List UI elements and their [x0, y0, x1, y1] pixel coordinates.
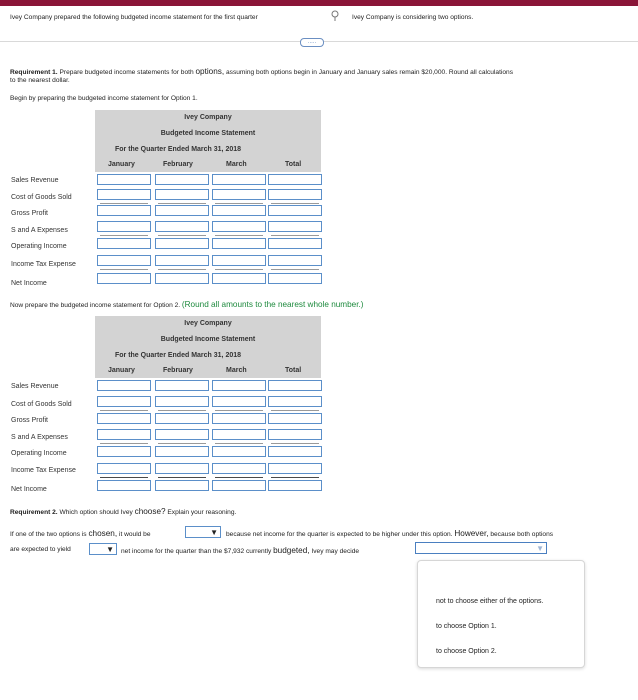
option2-cell-r5-january[interactable] — [97, 446, 151, 457]
option2-cell-r6-february[interactable] — [155, 463, 209, 474]
option1-col-march: March — [226, 161, 247, 168]
option2-underline — [158, 410, 206, 411]
option2-cell-r5-march[interactable] — [212, 446, 266, 457]
answer-however-word: However, — [454, 529, 489, 538]
option2-underline — [271, 477, 319, 478]
answer-line2-rest — [121, 546, 359, 555]
option1-cell-r2-total[interactable] — [268, 189, 322, 200]
option1-underline — [158, 203, 206, 204]
option2-cell-r6-total[interactable] — [268, 463, 322, 474]
option2-cell-r3-january[interactable] — [97, 413, 151, 424]
option2-cell-r6-january[interactable] — [97, 463, 151, 474]
option2-prompt-line — [10, 300, 364, 309]
begin-text: Begin by preparing the budgeted income statement for Option 1. — [10, 95, 198, 102]
option2-cell-r4-march[interactable] — [212, 429, 266, 440]
option1-cell-r6-total[interactable] — [268, 255, 322, 266]
option1-underline — [158, 269, 206, 270]
option1-row-cogs: Cost of Goods Sold — [11, 194, 72, 201]
option1-underline — [158, 235, 206, 236]
req2-line — [10, 507, 236, 516]
answer-line1-c: because net income for the quarter is expected to be higher under this option. — [226, 531, 453, 538]
option1-cell-r4-february[interactable] — [155, 221, 209, 232]
option2-cell-r7-total[interactable] — [268, 480, 322, 491]
option1-underline — [271, 269, 319, 270]
option1-cell-r7-march[interactable] — [212, 273, 266, 284]
option1-underline — [100, 203, 148, 204]
answer-line1-d: because both options — [488, 531, 554, 538]
option2-underline — [100, 410, 148, 411]
option2-statement-header — [95, 316, 321, 378]
option2-cell-r7-february[interactable] — [155, 480, 209, 491]
answer-line1-b: it would be — [117, 531, 151, 538]
option1-row-net-income: Net Income — [11, 280, 47, 287]
option1-cell-r1-january[interactable] — [97, 174, 151, 185]
option1-cell-r2-march[interactable] — [212, 189, 266, 200]
option2-col-january: January — [108, 367, 135, 374]
option1-underline — [215, 235, 263, 236]
req2-text-b: Explain your reasoning. — [165, 509, 237, 516]
option2-row-operating-income: Operating Income — [11, 450, 67, 457]
option2-underline — [215, 477, 263, 478]
option2-underline — [100, 477, 148, 478]
option1-row-gross-profit: Gross Profit — [11, 210, 48, 217]
option2-underline — [215, 443, 263, 444]
option1-cell-r7-february[interactable] — [155, 273, 209, 284]
option1-cell-r7-january[interactable] — [97, 273, 151, 284]
option2-cell-r2-january[interactable] — [97, 396, 151, 407]
option1-row-operating-income: Operating Income — [11, 243, 67, 250]
header-right-text: Ivey Company is considering two options. — [352, 14, 474, 21]
option1-company: Ivey Company — [184, 114, 232, 121]
option1-underline — [100, 269, 148, 270]
option2-cell-r4-january[interactable] — [97, 429, 151, 440]
option2-cell-r1-march[interactable] — [212, 380, 266, 391]
option1-cell-r3-february[interactable] — [155, 205, 209, 216]
req1-options-word: options, — [195, 67, 225, 76]
option1-row-s-and-a: S and A Expenses — [11, 227, 68, 234]
answer-chosen-word: chosen, — [88, 529, 118, 538]
option1-cell-r2-january[interactable] — [97, 189, 151, 200]
option1-row-income-tax: Income Tax Expense — [11, 261, 76, 268]
chevron-down-icon: ▼ — [210, 528, 218, 537]
pin-icon[interactable] — [331, 10, 339, 22]
option2-row-income-tax: Income Tax Expense — [11, 467, 76, 474]
option2-cell-r6-march[interactable] — [212, 463, 266, 474]
req1-text-b: assuming both options begin in January and January sales remain $20,000. Round all calculations — [224, 69, 513, 76]
dropdown-option-2[interactable]: to choose Option 2. — [436, 648, 497, 655]
option2-cell-r2-february[interactable] — [155, 396, 209, 407]
decision-dropdown-menu — [417, 560, 585, 668]
option1-col-total: Total — [285, 161, 302, 168]
option1-cell-r6-january[interactable] — [97, 255, 151, 266]
option2-row-net-income: Net Income — [11, 486, 47, 493]
option1-underline — [271, 203, 319, 204]
option2-underline — [271, 410, 319, 411]
chevron-down-icon: ▼ — [536, 544, 544, 553]
option2-cell-r2-march[interactable] — [212, 396, 266, 407]
option1-cell-r6-march[interactable] — [212, 255, 266, 266]
option2-underline — [100, 443, 148, 444]
option2-cell-r3-february[interactable] — [155, 413, 209, 424]
option1-cell-r4-january[interactable] — [97, 221, 151, 232]
chevron-down-icon: ▼ — [106, 545, 114, 554]
req2-label: Requirement 2. — [10, 509, 58, 516]
option1-cell-r5-march[interactable] — [212, 238, 266, 249]
option1-underline — [271, 235, 319, 236]
option2-cell-r5-february[interactable] — [155, 446, 209, 457]
option1-cell-r3-total[interactable] — [268, 205, 322, 216]
answer-line2-b: net income for the quarter than the $7,932 currently — [121, 548, 274, 555]
option2-cell-r7-january[interactable] — [97, 480, 151, 491]
option2-row-s-and-a: S and A Expenses — [11, 434, 68, 441]
answer-line1-end — [226, 529, 553, 538]
option2-cell-r2-total[interactable] — [268, 396, 322, 407]
option1-period: For the Quarter Ended March 31, 2018 — [114, 146, 242, 153]
option2-cell-r1-february[interactable] — [155, 380, 209, 391]
answer-budgeted-word: budgeted, — [273, 546, 310, 555]
option1-underline — [215, 203, 263, 204]
option1-cell-r4-march[interactable] — [212, 221, 266, 232]
top-accent-bar — [0, 0, 638, 6]
option1-col-january: January — [108, 161, 135, 168]
option2-period: For the Quarter Ended March 31, 2018 — [114, 352, 242, 359]
answer-line1-a: If one of the two options is — [10, 531, 89, 538]
option1-cell-r5-january[interactable] — [97, 238, 151, 249]
option2-note: (Round all amounts to the nearest whole number.) — [181, 300, 364, 309]
option1-cell-r1-march[interactable] — [212, 174, 266, 185]
option2-cell-r7-march[interactable] — [212, 480, 266, 491]
option1-statement-header — [95, 110, 321, 172]
option1-row-sales-revenue: Sales Revenue — [11, 177, 59, 184]
option2-underline — [215, 410, 263, 411]
option1-cell-r6-february[interactable] — [155, 255, 209, 266]
option1-cell-r1-february[interactable] — [155, 174, 209, 185]
req2-choose-word: choose? — [134, 507, 166, 516]
option2-cell-r4-total[interactable] — [268, 429, 322, 440]
option2-cell-r4-february[interactable] — [155, 429, 209, 440]
option1-cell-r5-february[interactable] — [155, 238, 209, 249]
decision-dropdown[interactable] — [415, 542, 547, 554]
option2-prompt: Now prepare the budgeted income statement for Option 2. — [10, 302, 181, 309]
req1-line1 — [10, 67, 513, 76]
option2-title: Budgeted Income Statement — [160, 336, 256, 343]
option2-cell-r1-total[interactable] — [268, 380, 322, 391]
option1-cell-r2-february[interactable] — [155, 189, 209, 200]
option2-row-sales-revenue: Sales Revenue — [11, 383, 59, 390]
yield-comparison-dropdown[interactable] — [89, 543, 117, 555]
expand-button[interactable]: ..... — [300, 38, 324, 47]
dropdown-option-neither[interactable]: not to choose either of the options. — [436, 598, 544, 605]
option2-company: Ivey Company — [184, 320, 232, 327]
option1-cell-r7-total[interactable] — [268, 273, 322, 284]
option-choice-dropdown[interactable] — [185, 526, 221, 538]
header-left-text: Ivey Company prepared the following budgeted income statement for the first quarter — [10, 14, 258, 21]
option2-underline — [158, 477, 206, 478]
req1-line2: to the nearest dollar. — [10, 77, 70, 84]
option2-cell-r3-total[interactable] — [268, 413, 322, 424]
option1-cell-r3-march[interactable] — [212, 205, 266, 216]
option2-col-february: February — [163, 367, 193, 374]
option1-cell-r5-total[interactable] — [268, 238, 322, 249]
option1-title: Budgeted Income Statement — [160, 130, 256, 137]
option2-row-gross-profit: Gross Profit — [11, 417, 48, 424]
option1-cell-r3-january[interactable] — [97, 205, 151, 216]
option2-underline — [271, 443, 319, 444]
option1-underline — [100, 235, 148, 236]
option2-underline — [158, 443, 206, 444]
option1-cell-r1-total[interactable] — [268, 174, 322, 185]
option2-col-march: March — [226, 367, 247, 374]
req1-label: Requirement 1. — [10, 69, 58, 76]
option1-col-february: February — [163, 161, 193, 168]
option2-cell-r3-march[interactable] — [212, 413, 266, 424]
req2-text-a: Which option should Ivey — [57, 509, 135, 516]
option2-cell-r1-january[interactable] — [97, 380, 151, 391]
option2-col-total: Total — [285, 367, 302, 374]
option1-underline — [215, 269, 263, 270]
option2-row-cogs: Cost of Goods Sold — [11, 401, 72, 408]
answer-line1-start — [10, 529, 151, 538]
req1-text-a: Prepare budgeted income statements for both — [57, 69, 196, 76]
option1-cell-r4-total[interactable] — [268, 221, 322, 232]
answer-line2-a: are expected to yield — [10, 546, 71, 553]
option2-cell-r5-total[interactable] — [268, 446, 322, 457]
dropdown-option-1[interactable]: to choose Option 1. — [436, 623, 497, 630]
answer-line2-c: Ivey may decide — [309, 548, 360, 555]
